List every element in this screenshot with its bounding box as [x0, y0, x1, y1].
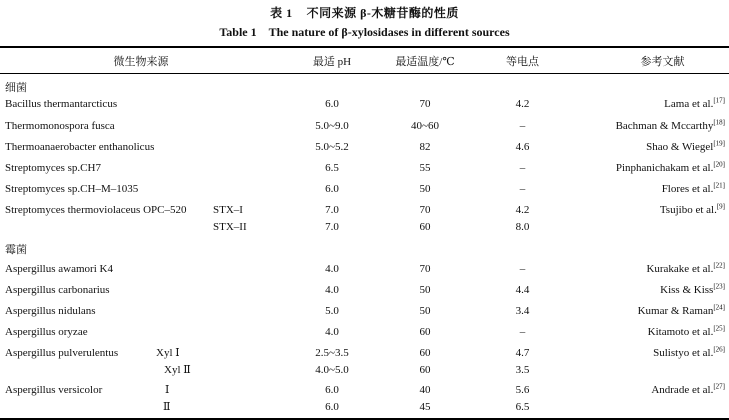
row-isoelectric-point: 5.6: [515, 384, 530, 396]
row-optimal-temperature: 55: [419, 162, 431, 174]
reference-authors: Tsujibo et al.: [659, 204, 717, 216]
row-source: Aspergillus carbonarius: [5, 284, 110, 296]
row-optimal-temperature: 60: [419, 326, 431, 338]
row-variant: STX–II: [213, 221, 247, 233]
row-optimal-ph: 2.5~3.5: [315, 347, 349, 359]
reference-citation: [17]: [713, 96, 725, 105]
row-optimal-ph: 5.0~9.0: [315, 120, 349, 132]
row-isoelectric-point: –: [519, 263, 526, 275]
row-reference: [560, 383, 725, 397]
table-bottom-rule: [0, 418, 729, 420]
reference-citation: [21]: [713, 181, 725, 190]
row-isoelectric-point: 4.2: [515, 98, 530, 110]
row-optimal-temperature: 70: [419, 98, 431, 110]
header-isoelectric-point: 等电点: [506, 56, 539, 68]
group-label-bacteria: 细菌: [5, 82, 27, 94]
caption-chinese: [0, 4, 729, 21]
row-optimal-temperature: 70: [419, 204, 431, 216]
row-reference: [560, 182, 725, 196]
row-isoelectric-point: 3.5: [515, 364, 530, 376]
row-variant: Xyl Ⅱ: [164, 364, 191, 376]
row-reference: [560, 97, 725, 111]
row-optimal-temperature: 70: [419, 263, 431, 275]
row-optimal-temperature: 60: [419, 347, 431, 359]
caption-en-title: The nature of β-xylosidases in different sources: [268, 25, 510, 39]
caption-en-label: Table 1: [219, 25, 257, 39]
row-optimal-ph: 5.0: [325, 305, 339, 317]
row-source: Aspergillus awamori K4: [5, 263, 113, 275]
row-optimal-temperature: 60: [419, 364, 431, 376]
reference-authors: Kumar & Raman: [637, 305, 714, 317]
reference-authors: Shao & Wiegel: [646, 141, 714, 153]
row-source: Bacillus thermantarcticus: [5, 98, 118, 110]
reference-citation: [20]: [713, 160, 725, 169]
row-reference: [560, 203, 725, 217]
row-optimal-ph: 6.0: [325, 183, 339, 195]
row-optimal-ph: 6.0: [325, 401, 339, 413]
reference-citation: [18]: [713, 118, 725, 127]
row-reference: [560, 119, 725, 133]
reference-authors: Kitamoto et al.: [647, 326, 714, 338]
row-optimal-temperature: 50: [419, 183, 431, 195]
row-source: Streptomyces thermoviolaceus OPC–520: [5, 204, 187, 216]
row-isoelectric-point: 8.0: [515, 221, 530, 233]
row-isoelectric-point: 4.4: [515, 284, 530, 296]
table-header-rule: [0, 73, 729, 74]
table-top-rule: [0, 46, 729, 48]
reference-citation: [9]: [716, 202, 725, 211]
row-variant: STX–I: [213, 204, 243, 216]
row-source: Aspergillus oryzae: [5, 326, 88, 338]
row-reference: [560, 283, 725, 297]
row-optimal-ph: 6.0: [325, 98, 339, 110]
row-optimal-ph: 7.0: [325, 204, 339, 216]
reference-authors: Bachman & Mccarthy: [615, 120, 714, 132]
reference-citation: [26]: [713, 345, 725, 354]
row-isoelectric-point: –: [519, 326, 526, 338]
reference-citation: [24]: [713, 303, 725, 312]
row-optimal-ph: 4.0~5.0: [315, 364, 349, 376]
row-reference: [560, 161, 725, 175]
row-optimal-temperature: 50: [419, 284, 431, 296]
header-references: 参考文献: [640, 56, 685, 68]
row-source: Aspergillus pulverulentus: [5, 347, 119, 359]
row-isoelectric-point: –: [519, 183, 526, 195]
row-optimal-temperature: 82: [419, 141, 431, 153]
reference-authors: Andrade et al.: [651, 384, 714, 396]
row-isoelectric-point: –: [519, 120, 526, 132]
row-optimal-temperature: 40: [419, 384, 431, 396]
row-reference: [560, 140, 725, 154]
row-optimal-ph: 6.0: [325, 384, 339, 396]
row-optimal-temperature: 40~60: [411, 120, 439, 132]
row-optimal-ph: 4.0: [325, 284, 339, 296]
row-optimal-temperature: 50: [419, 305, 431, 317]
reference-authors: Flores et al.: [661, 183, 714, 195]
row-reference: [560, 325, 725, 339]
row-isoelectric-point: 4.6: [515, 141, 530, 153]
reference-authors: Kiss & Kiss: [660, 284, 714, 296]
row-optimal-temperature: 60: [419, 221, 431, 233]
row-reference: [560, 262, 725, 276]
row-source: Streptomyces sp.CH–M–1035: [5, 183, 139, 195]
reference-authors: Sulistyo et al.: [653, 347, 714, 359]
row-variant: Xyl Ⅰ: [156, 347, 180, 359]
row-isoelectric-point: 3.4: [515, 305, 530, 317]
header-optimal-ph: 最适 pH: [312, 56, 352, 68]
caption-cn-label: 表 1: [270, 6, 293, 20]
row-reference: [560, 304, 725, 318]
row-source: Thermoanaerobacter enthanolicus: [5, 141, 155, 153]
row-isoelectric-point: 4.2: [515, 204, 530, 216]
caption-cn-title: 不同来源 β-木糖苷酶的性质: [306, 6, 459, 20]
group-label-fungi: 霉菌: [5, 244, 27, 256]
row-optimal-ph: 6.5: [325, 162, 339, 174]
row-optimal-ph: 5.0~5.2: [315, 141, 349, 153]
reference-authors: Pinphanichakam et al.: [615, 162, 714, 174]
row-optimal-ph: 7.0: [325, 221, 339, 233]
reference-citation: [27]: [713, 382, 725, 391]
row-source: Aspergillus nidulans: [5, 305, 96, 317]
row-optimal-temperature: 45: [419, 401, 431, 413]
reference-citation: [22]: [713, 261, 725, 270]
row-optimal-ph: 4.0: [325, 326, 339, 338]
row-variant: Ⅱ: [163, 401, 171, 413]
reference-citation: [19]: [713, 139, 725, 148]
row-isoelectric-point: –: [519, 162, 526, 174]
header-optimal-temperature: 最适温度/℃: [395, 56, 455, 68]
header-source: 微生物来源: [113, 56, 169, 68]
reference-citation: [23]: [713, 282, 725, 291]
caption-english: [0, 25, 729, 40]
reference-authors: Kurakake et al.: [646, 263, 714, 275]
row-isoelectric-point: 6.5: [515, 401, 530, 413]
reference-citation: [25]: [713, 324, 725, 333]
row-variant: Ⅰ: [165, 384, 170, 396]
row-optimal-ph: 4.0: [325, 263, 339, 275]
reference-authors: Lama et al.: [664, 98, 714, 110]
row-source: Aspergillus versicolor: [5, 384, 103, 396]
row-source: Thermomonospora fusca: [5, 120, 115, 132]
row-isoelectric-point: 4.7: [515, 347, 530, 359]
row-source: Streptomyces sp.CH7: [5, 162, 101, 174]
row-reference: [560, 346, 725, 360]
